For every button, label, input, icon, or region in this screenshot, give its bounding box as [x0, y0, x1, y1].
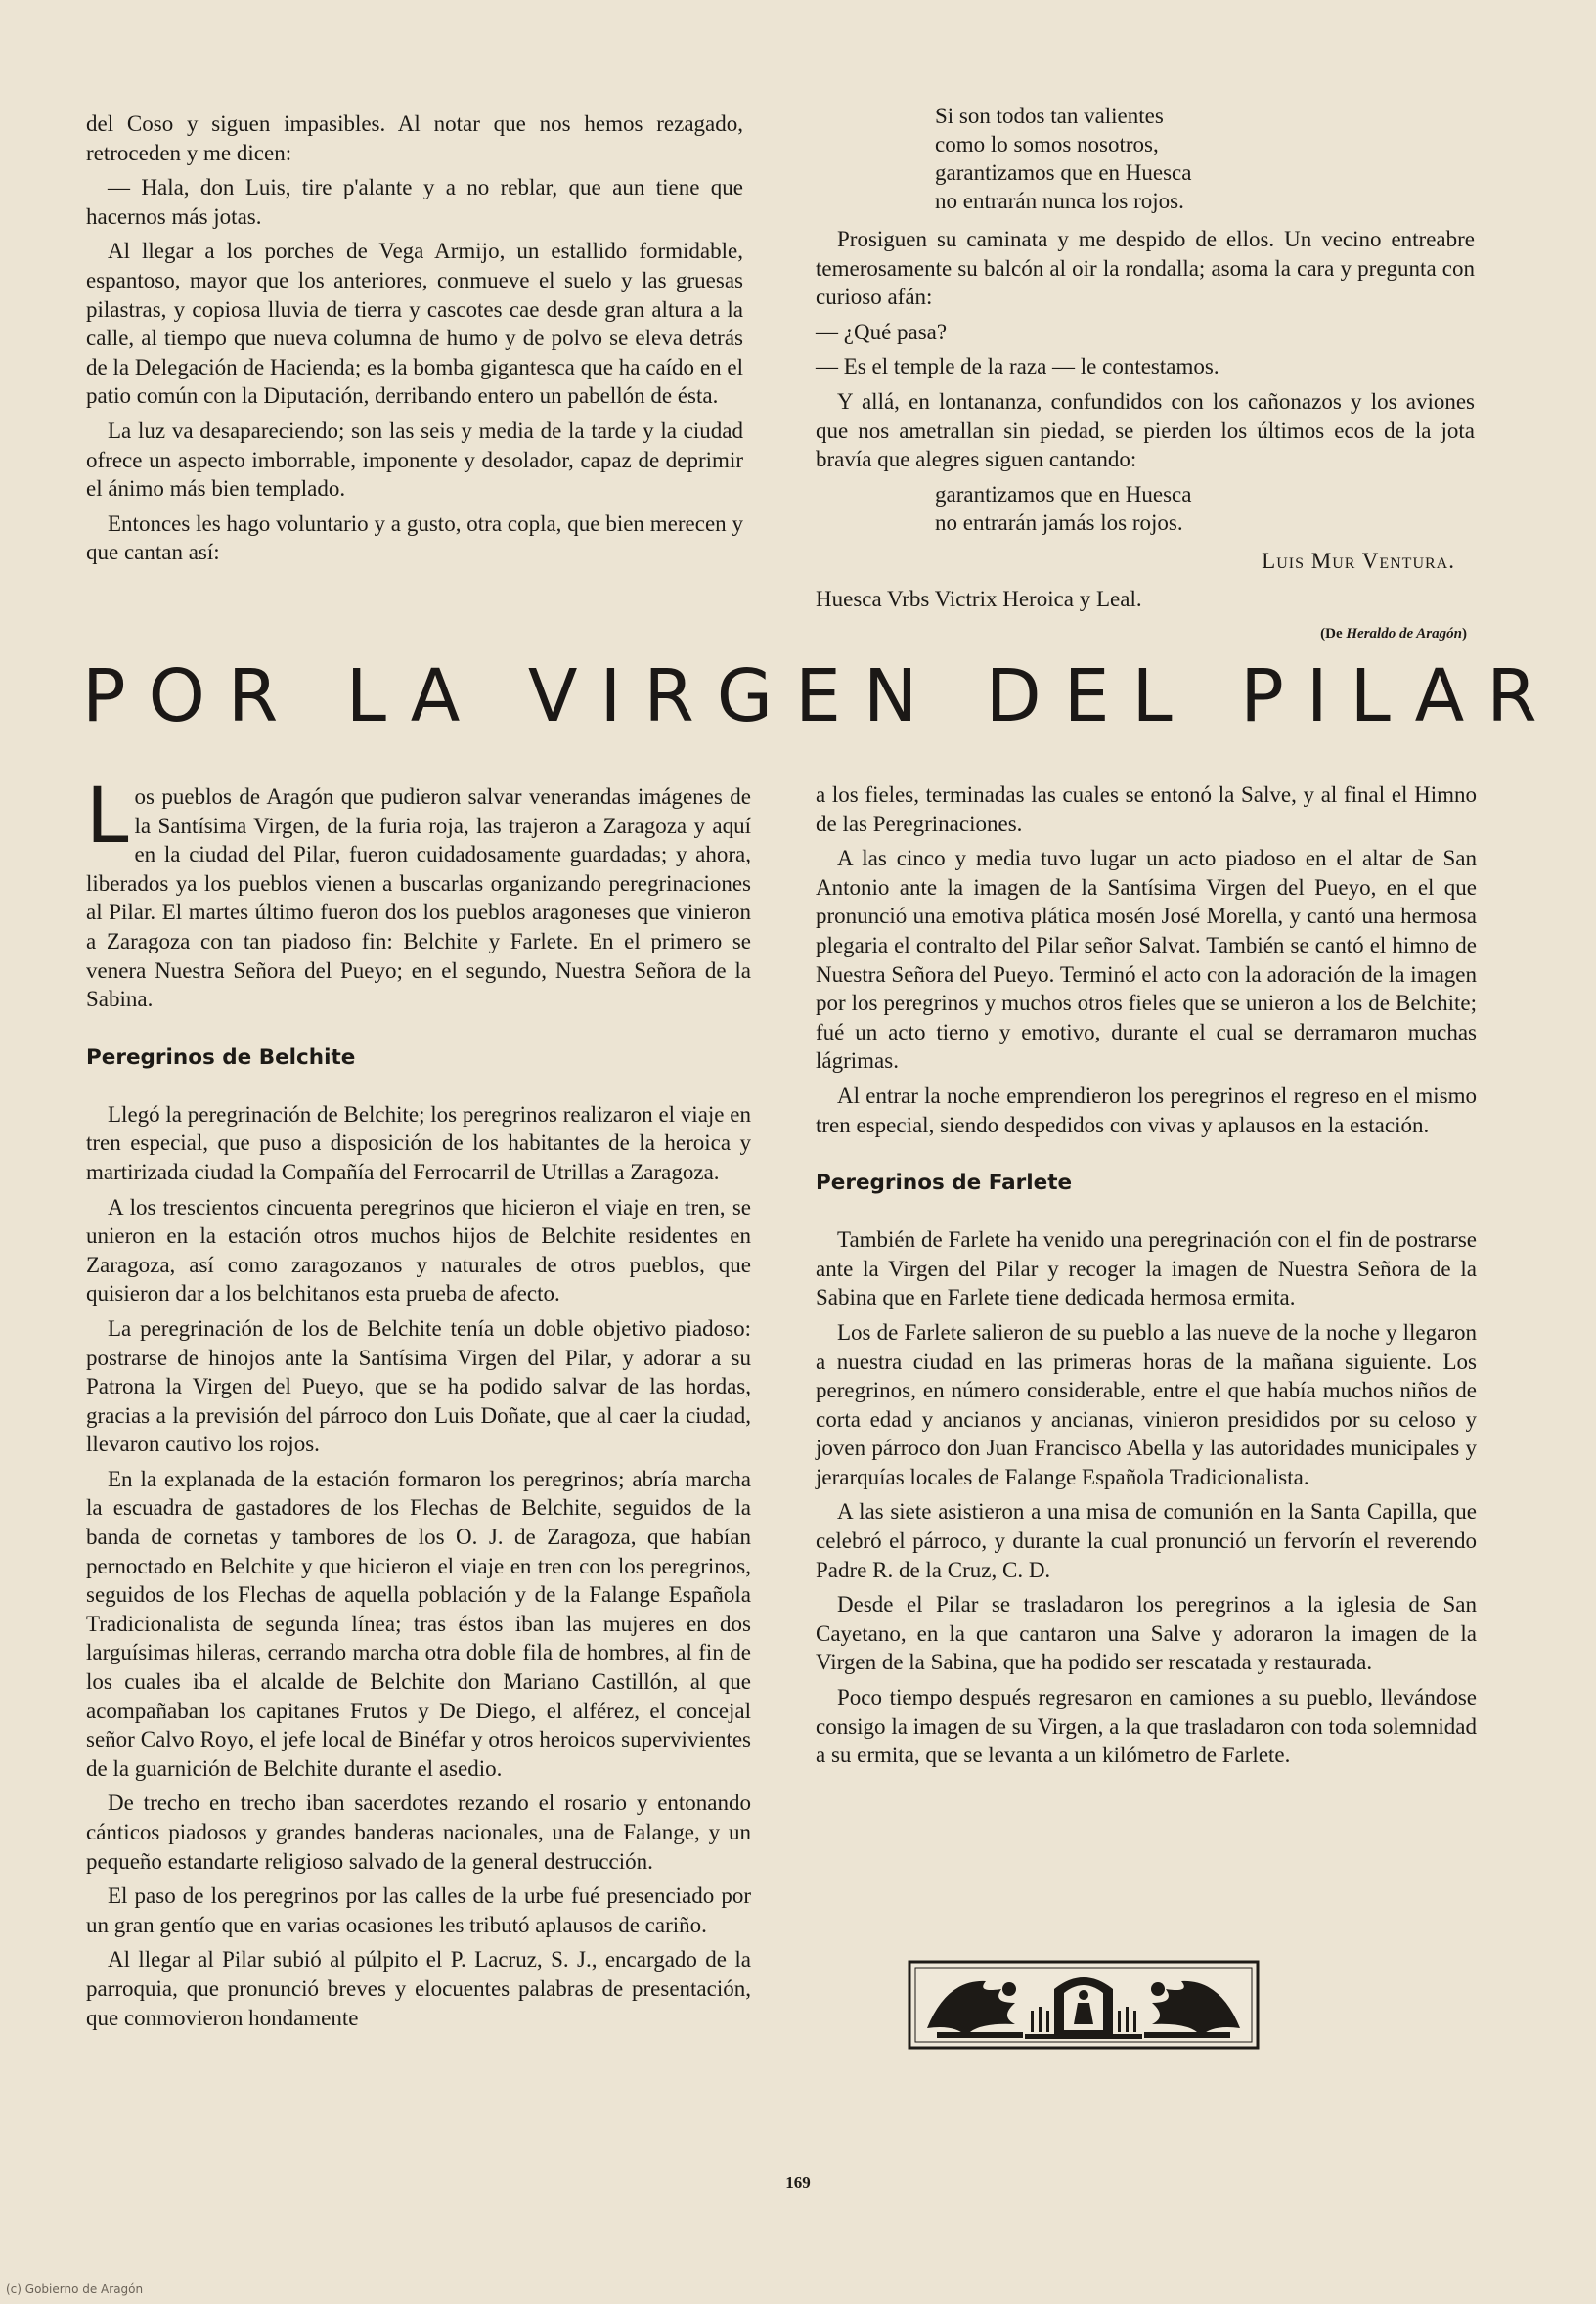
dialogue-line: — ¿Qué pasa? [816, 319, 948, 344]
paragraph: Llegó la peregrinación de Belchite; los peregrinos realizaron el viaje en tren especial, que puso a disposición de los habitantes de la heroica y martirizada ciudad la Compañía del Ferrocarril de Utrillas a Zaragoza. [86, 1101, 751, 1184]
paragraph: También de Farlete ha venido una peregrinación con el fin de postrarse ante la Virgen del Pilar y recoger la imagen de Nuestra Señora de la Sabina que en Farlete tiene dedicada hermosa ermita. [816, 1227, 1477, 1310]
paragraph: del Coso y siguen impasibles. Al notar que nos hemos rezagado, retroceden y me dicen: [86, 111, 743, 165]
paragraph: A los trescientos cincuenta peregrinos que hicieron el viaje en tren, se unieron en la estación otros muchos hijos de Belchite residentes en Zaragoza, así como zaragozanos y naturales de otros pueblos, que quisieron dar a los belchitanos esta prueba de afecto. [86, 1194, 751, 1307]
source-credit [816, 620, 1475, 649]
verse-line: como lo somos nosotros, [935, 132, 1159, 156]
section-heading-farlete: Peregrinos de Farlete [816, 1171, 1073, 1196]
right-article-column [816, 780, 1477, 1776]
paragraph: Entonces les hago voluntario y a gusto, otra copla, que bien merecen y que cantan así: [86, 510, 743, 565]
left-article-column [86, 773, 751, 2038]
source-suffix: ) [1462, 625, 1467, 642]
paragraph: La luz va desapareciendo; son las seis y media de la tarde y la ciudad ofrece un aspecto imborrable, imponente y desolador, capaz de deprimir el ánimo más bien templado. [86, 418, 743, 502]
angels-vignette-illustration [908, 1960, 1260, 2050]
author-signature: Luis Mur Ventura. [1262, 548, 1455, 573]
intro-text: os pueblos de Aragón que pudieron salvar venerandas imágenes de la Santísima Virgen, de la furia roja, las trajeron a Zaragoza y aquí en la ciudad del Pilar, fueron cuidadosamente guardadas; y ahora, liberados ya los pueblos vienen a buscarlas organizando peregrinaciones al Pilar. El martes último fueron dos los pueblos aragoneses que vinieron a Zaragoza con tan piadoso fin: Belchite y Farlete. En el primero se venera Nuestra Señora del Pueyo; en el segundo, Nuestra Señora de la Sabina. [86, 784, 751, 1012]
motto: Huesca Vrbs Victrix Heroica y Leal. [816, 587, 1142, 612]
paragraph: Prosiguen su caminata y me despido de ellos. Un vecino entreabre temerosamente su balcón al oir la rondalla; asoma la cara y pregunta con curioso afán: [816, 227, 1475, 310]
paragraph: A las siete asistieron a una misa de comunión en la Santa Capilla, que celebró el párroco, y durante la cual pronunció un fervorín el reverendo Padre R. de la Cruz, C. D. [816, 1499, 1477, 1582]
paragraph: En la explanada de la estación formaron los peregrinos; abría marcha la escuadra de gastadores de los Flechas de Belchite, seguidos de la banda de cornetas y tambores de los O. J. de Zaragoza, que habían pernoctado en Belchite y que hicieron el viaje en tren con los peregrinos, seguidos de los Flechas de aquella población y de la Falange Española Tradicionalista de segunda línea; tras éstos iban las mujeres en dos larguísimas hileras, cerrando marcha otra doble fila de hombres, al fin de los cuales iba el alcalde de Belchite don Mariano Castillón, al que acompañaban los capitanes Frutos y De Diego, el alférez, el concejal señor Calvo Royo, el jefe local de Binéfar y otros heroicos supervivientes de la guarnición de Belchite durante el asedio. [86, 1466, 751, 1781]
paragraph: Al entrar la noche emprendieron los peregrinos el regreso en el mismo tren especial, siendo despedidos con vivas y aplausos en la estación. [816, 1083, 1477, 1137]
paragraph: a los fieles, terminadas las cuales se entonó la Salve, y al final el Himno de las Peregrinaciones. [816, 782, 1477, 836]
drop-cap: L [86, 773, 129, 861]
paragraph: Y allá, en lontananza, confundidos con los cañonazos y los aviones que nos ametrallan sin piedad, se pierden los últimos ecos de la jota bravía que alegres siguen cantando: [816, 388, 1475, 472]
intro-paragraph [86, 773, 751, 1014]
paragraph: El paso de los peregrinos por las calles de la urbe fué presenciado por un gran gentío que en varias ocasiones les tributó aplausos de cariño. [86, 1883, 751, 1937]
paragraph: Poco tiempo después regresaron en camiones a su pueblo, llevándose consigo la imagen de su Virgen, a la que trasladaron con toda solemnidad a su ermita, que se levanta a un kilómetro de Farlete. [816, 1685, 1477, 1768]
page-number: 169 [785, 2173, 811, 2192]
top-right-column [816, 102, 1475, 649]
paragraph: — Hala, don Luis, tire p'alante y a no reblar, que aun tiene que hacernos más jotas. [86, 175, 743, 229]
verse [816, 480, 1475, 537]
source-name: Heraldo de Aragón [1346, 625, 1462, 642]
paragraph: Los de Farlete salieron de su pueblo a las nueve de la noche y llegaron a nuestra ciudad en las primeras horas de la mañana siguiente. Los peregrinos, en número considerable, entre el que había muchos niños de corta edad y ancianos y ancianas, vinieron presididos por su celoso y joven párroco don Juan Francisco Abella y las autoridades municipales y jerarquías locales de Falange Española Tradicionalista. [816, 1319, 1477, 1489]
verse-line: garantizamos que en Huesca [935, 481, 1192, 507]
verse-line: no entrarán nunca los rojos. [935, 189, 1184, 213]
paragraph: Al llegar a los porches de Vega Armijo, un estallido formidable, espantoso, mayor que los anteriores, conmueve el suelo y las gruesas pilastras, y copiosa lluvia de tierra y cascotes cae desde gran altura a la calle, al tiempo que nueva columna de humo y de polvo se eleva detrás de la Delegación de Hacienda; es la bomba gigantesca que ha caído en el patio común con la Diputación, derribando entero un pabellón de ésta. [86, 239, 743, 409]
article-title: POR LA VIRGEN DEL PILAR [82, 654, 1560, 738]
dialogue-line: — Es el temple de la raza — le contestamos. [816, 354, 1219, 379]
section-heading-belchite: Peregrinos de Belchite [86, 1044, 356, 1070]
verse [816, 102, 1475, 215]
paragraph: Al llegar al Pilar subió al púlpito el P. Lacruz, S. J., encargado de la parroquia, que pronunció breves y elocuentes palabras de presentación, que conmovieron hondamente [86, 1947, 751, 2030]
paragraph: A las cinco y media tuvo lugar un acto piadoso en el altar de San Antonio ante la imagen de la Santísima Virgen del Pueyo, en el que pronunció una emotiva plática mosén José Morella, y cantó una hermosa plegaria el contralto del Pilar señor Salvat. También se cantó el himno de Nuestra Señora del Pueyo. Terminó el acto con la adoración de la imagen por los peregrinos y muchos otros fieles que se unieron a los de Belchite; fué un acto tierno y emotivo, durante el cual se derramaron muchas lágrimas. [816, 846, 1477, 1074]
verse-line: no entrarán jamás los rojos. [935, 510, 1183, 535]
top-left-column [86, 110, 743, 573]
copyright-credit: (c) Gobierno de Aragón [6, 2282, 144, 2296]
paragraph: De trecho en trecho iban sacerdotes rezando el rosario y entonando cánticos piadosos y grandes banderas nacionales, una de Falange, y un pequeño estandarte religioso salvado de la general destrucción. [86, 1791, 751, 1874]
verse-line: Si son todos tan valientes [935, 104, 1164, 128]
paragraph: Desde el Pilar se trasladaron los peregrinos a la iglesia de San Cayetano, en la que cantaron una Salve y adoraron la imagen de la Virgen de la Sabina, que ha podido ser rescatada y restaurada. [816, 1592, 1477, 1675]
source-prefix: (De [1320, 625, 1347, 642]
verse-line: garantizamos que en Huesca [935, 160, 1192, 185]
paragraph: La peregrinación de los de Belchite tenía un doble objetivo piadoso: postrarse de hinojos ante la Santísima Virgen del Pilar, y adorar a su Patrona la Virgen del Pueyo, que se ha podido salvar de las hordas, gracias a la previsión del párroco don Luis Doñate, que al caer la ciudad, llevaron cautivo los rojos. [86, 1315, 751, 1457]
